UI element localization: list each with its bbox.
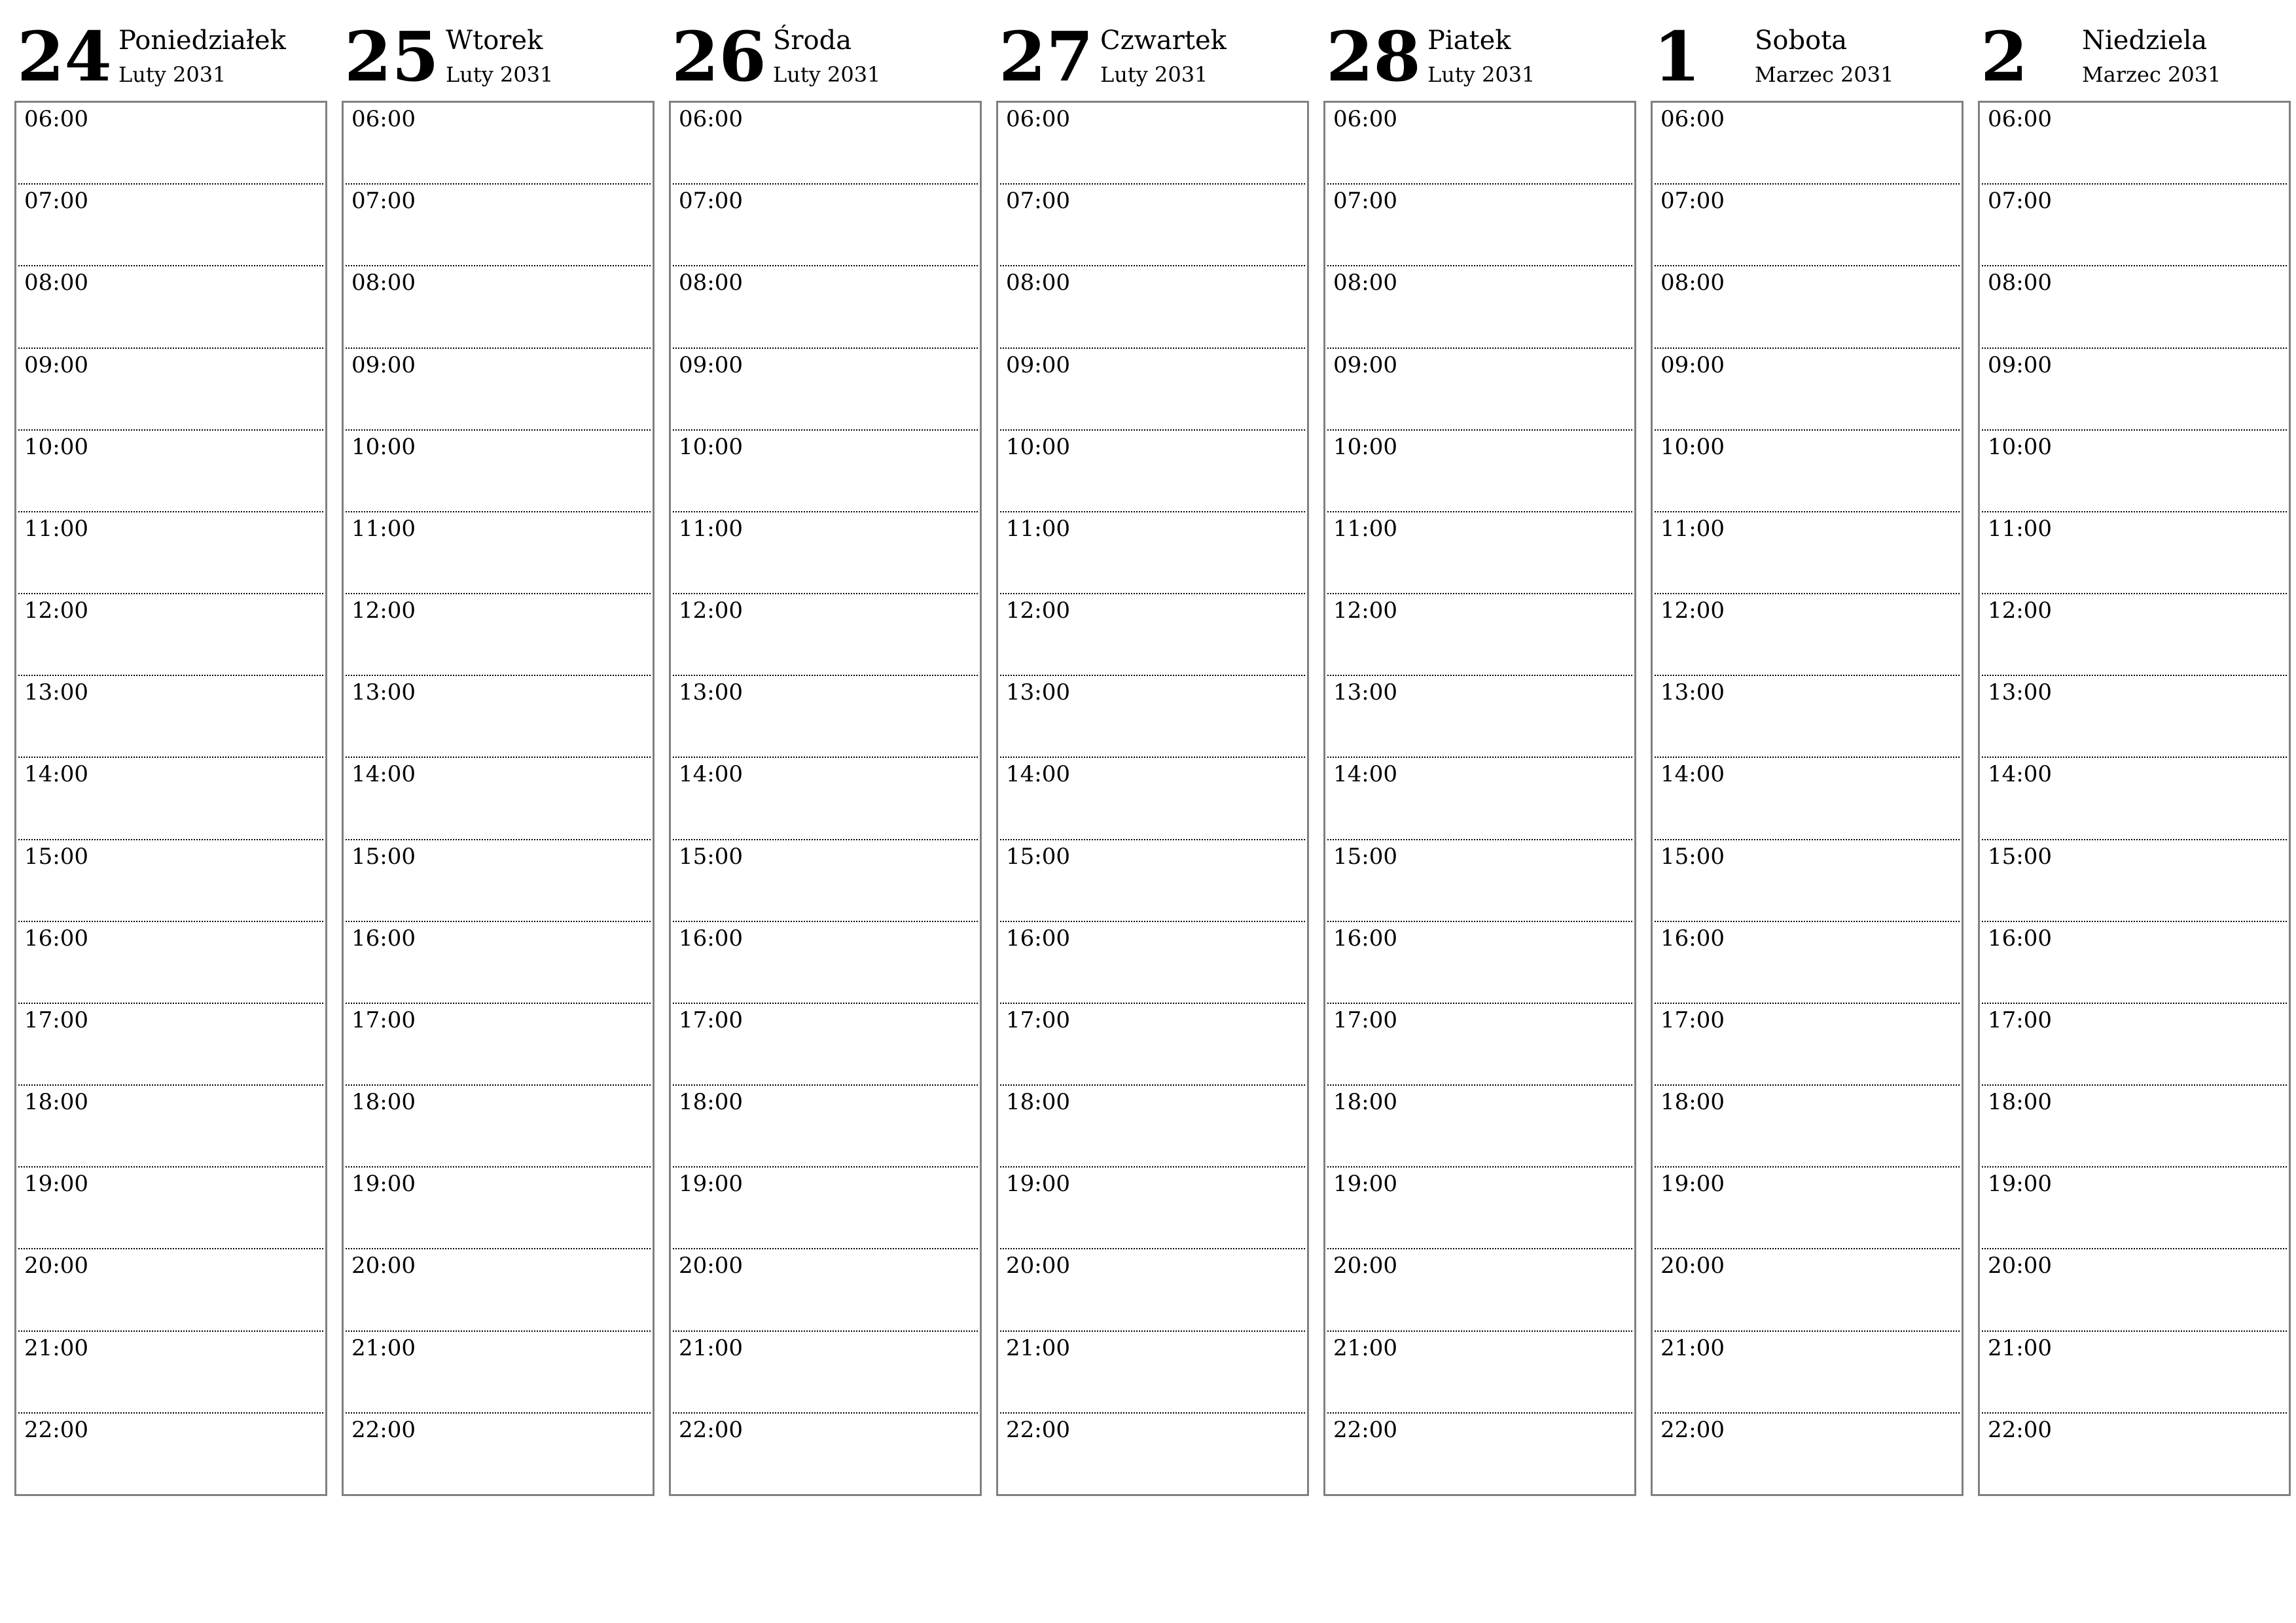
hour-slot[interactable] <box>1327 1168 1632 1249</box>
hour-slot[interactable] <box>18 266 323 348</box>
hour-slot[interactable] <box>673 1086 978 1168</box>
day-column <box>1323 0 1636 1505</box>
hour-label: 21:00 <box>351 1334 416 1361</box>
hour-label: 22:00 <box>1333 1416 1397 1443</box>
hour-slot[interactable] <box>18 103 323 185</box>
hour-slot[interactable] <box>673 1004 978 1086</box>
hour-slot[interactable] <box>346 185 651 266</box>
hour-slot[interactable] <box>1655 1004 1960 1086</box>
hour-label: 15:00 <box>1006 843 1070 870</box>
hour-slot[interactable] <box>18 922 323 1004</box>
hour-slot[interactable] <box>1982 1249 2287 1331</box>
hour-label: 07:00 <box>679 188 743 215</box>
hour-label: 11:00 <box>351 515 416 542</box>
hour-label: 07:00 <box>24 188 88 215</box>
hour-label: 15:00 <box>679 843 743 870</box>
hour-slot[interactable] <box>18 1249 323 1331</box>
day-header <box>669 0 982 101</box>
hour-slot[interactable] <box>1327 1414 1632 1494</box>
hour-label: 14:00 <box>351 761 416 788</box>
hour-slot[interactable] <box>1327 185 1632 266</box>
hour-label: 17:00 <box>679 1007 743 1033</box>
hour-slot[interactable] <box>1000 1332 1305 1414</box>
hour-label: 22:00 <box>351 1416 416 1443</box>
hour-slot[interactable] <box>1982 1168 2287 1249</box>
hour-slot[interactable] <box>673 431 978 512</box>
hour-slot[interactable] <box>1655 103 1960 185</box>
day-number: 28 <box>1326 16 1421 97</box>
hour-label: 09:00 <box>24 351 88 378</box>
hour-slot[interactable] <box>673 349 978 431</box>
hour-slot[interactable] <box>1000 922 1305 1004</box>
hour-slot[interactable] <box>18 1414 323 1494</box>
hour-slot[interactable] <box>1655 922 1960 1004</box>
hour-label: 13:00 <box>24 679 88 706</box>
hour-slot[interactable] <box>1982 349 2287 431</box>
hour-slot[interactable] <box>673 1168 978 1249</box>
hour-slot[interactable] <box>18 349 323 431</box>
hour-label: 20:00 <box>351 1253 416 1279</box>
hour-label: 17:00 <box>351 1007 416 1033</box>
hour-slot[interactable] <box>346 431 651 512</box>
hour-slot[interactable] <box>346 758 651 840</box>
hour-slot[interactable] <box>1655 840 1960 922</box>
hour-slot[interactable] <box>673 1249 978 1331</box>
day-number: 24 <box>17 16 112 97</box>
hour-slot[interactable] <box>346 1332 651 1414</box>
day-column <box>996 0 1309 1505</box>
hour-label: 20:00 <box>1333 1253 1397 1279</box>
hour-label: 18:00 <box>1988 1089 2052 1116</box>
hour-label: 16:00 <box>1988 925 2052 952</box>
hour-label: 20:00 <box>24 1253 88 1279</box>
hour-label: 14:00 <box>1333 761 1397 788</box>
hour-slot[interactable] <box>1655 1249 1960 1331</box>
hour-slot[interactable] <box>346 1168 651 1249</box>
hour-slot[interactable] <box>346 1249 651 1331</box>
day-number: 25 <box>344 16 439 97</box>
hour-slot[interactable] <box>673 840 978 922</box>
hour-label: 14:00 <box>679 761 743 788</box>
hour-label: 18:00 <box>351 1089 416 1116</box>
hour-label: 19:00 <box>351 1171 416 1198</box>
hour-label: 08:00 <box>679 270 743 296</box>
hour-slot[interactable] <box>1000 431 1305 512</box>
hour-slot[interactable] <box>1327 1332 1632 1414</box>
hour-slot[interactable] <box>1000 266 1305 348</box>
hour-slot[interactable] <box>18 1332 323 1414</box>
hour-slot[interactable] <box>1982 103 2287 185</box>
hour-slot[interactable] <box>1655 349 1960 431</box>
hour-slot[interactable] <box>346 512 651 594</box>
hour-label: 19:00 <box>24 1171 88 1198</box>
day-schedule-box <box>669 101 982 1496</box>
hour-label: 14:00 <box>24 761 88 788</box>
hour-slot[interactable] <box>1655 676 1960 758</box>
hour-slot[interactable] <box>1655 1168 1960 1249</box>
hour-label: 20:00 <box>1006 1253 1070 1279</box>
hour-slot[interactable] <box>18 758 323 840</box>
hour-slot[interactable] <box>18 185 323 266</box>
hour-label: 06:00 <box>1660 106 1725 132</box>
hour-slot[interactable] <box>1000 1004 1305 1086</box>
day-name: Czwartek <box>1100 26 1227 56</box>
hour-slot[interactable] <box>1000 185 1305 266</box>
hour-label: 12:00 <box>1006 597 1070 624</box>
day-schedule-box <box>1651 101 1964 1496</box>
hour-label: 15:00 <box>1333 843 1397 870</box>
hour-label: 10:00 <box>351 433 416 460</box>
hour-label: 22:00 <box>1988 1416 2052 1443</box>
hour-slot[interactable] <box>1982 840 2287 922</box>
hour-label: 18:00 <box>24 1089 88 1116</box>
hour-label: 07:00 <box>1988 188 2052 215</box>
hour-slot[interactable] <box>346 103 651 185</box>
hour-slot[interactable] <box>1982 1086 2287 1168</box>
hour-slot[interactable] <box>346 1414 651 1494</box>
day-name: Poniedziałek <box>118 26 286 56</box>
hour-slot[interactable] <box>1655 266 1960 348</box>
day-name: Wtorek <box>446 26 543 56</box>
hour-slot[interactable] <box>1000 1168 1305 1249</box>
hour-slot[interactable] <box>18 840 323 922</box>
hour-label: 21:00 <box>24 1334 88 1361</box>
hour-label: 21:00 <box>1660 1334 1725 1361</box>
day-column <box>14 0 327 1505</box>
hour-label: 20:00 <box>679 1253 743 1279</box>
hour-slot[interactable] <box>673 758 978 840</box>
hour-label: 09:00 <box>679 351 743 378</box>
day-header <box>14 0 327 101</box>
hour-label: 19:00 <box>1988 1171 2052 1198</box>
hour-slot[interactable] <box>1327 266 1632 348</box>
day-schedule-box <box>1323 101 1636 1496</box>
hour-slot[interactable] <box>1655 185 1960 266</box>
hour-label: 06:00 <box>679 106 743 132</box>
day-column <box>1978 0 2291 1505</box>
hour-slot[interactable] <box>1655 758 1960 840</box>
hour-slot[interactable] <box>673 512 978 594</box>
hour-label: 13:00 <box>1988 679 2052 706</box>
hour-label: 18:00 <box>679 1089 743 1116</box>
hour-label: 08:00 <box>24 270 88 296</box>
hour-label: 22:00 <box>1660 1416 1725 1443</box>
hour-slot[interactable] <box>1327 1004 1632 1086</box>
hour-label: 13:00 <box>1333 679 1397 706</box>
hour-label: 18:00 <box>1660 1089 1725 1116</box>
hour-label: 08:00 <box>1660 270 1725 296</box>
day-name: Środa <box>773 26 852 56</box>
hour-label: 15:00 <box>1660 843 1725 870</box>
hour-slot[interactable] <box>1655 512 1960 594</box>
hour-label: 09:00 <box>351 351 416 378</box>
hour-slot[interactable] <box>346 266 651 348</box>
hour-slot[interactable] <box>1982 1332 2287 1414</box>
hour-label: 11:00 <box>24 515 88 542</box>
hour-slot[interactable] <box>1000 1414 1305 1494</box>
hour-label: 14:00 <box>1660 761 1725 788</box>
hour-slot[interactable] <box>346 349 651 431</box>
hour-slot[interactable] <box>1655 594 1960 676</box>
day-header <box>1323 0 1636 101</box>
hour-slot[interactable] <box>346 676 651 758</box>
hour-label: 12:00 <box>1660 597 1725 624</box>
hour-slot[interactable] <box>673 676 978 758</box>
hour-slot[interactable] <box>1327 758 1632 840</box>
day-name: Sobota <box>1755 26 1848 56</box>
day-header <box>1651 0 1964 101</box>
hour-slot[interactable] <box>346 1086 651 1168</box>
hour-label: 12:00 <box>1333 597 1397 624</box>
hour-label: 06:00 <box>351 106 416 132</box>
hour-slot[interactable] <box>1327 431 1632 512</box>
hour-label: 12:00 <box>351 597 416 624</box>
hour-slot[interactable] <box>346 594 651 676</box>
day-schedule-box <box>1978 101 2291 1496</box>
day-month: Marzec 2031 <box>2082 62 2221 87</box>
hour-slot[interactable] <box>346 840 651 922</box>
hour-slot[interactable] <box>1000 1249 1305 1331</box>
hour-slot[interactable] <box>1327 512 1632 594</box>
hour-slot[interactable] <box>1000 1086 1305 1168</box>
hour-label: 09:00 <box>1333 351 1397 378</box>
hour-slot[interactable] <box>1982 594 2287 676</box>
hour-label: 13:00 <box>1660 679 1725 706</box>
hour-slot[interactable] <box>1982 758 2287 840</box>
hour-slot[interactable] <box>1982 1004 2287 1086</box>
hour-slot[interactable] <box>1000 103 1305 185</box>
hour-slot[interactable] <box>1000 594 1305 676</box>
day-number: 2 <box>1981 16 2028 97</box>
hour-label: 20:00 <box>1988 1253 2052 1279</box>
hour-slot[interactable] <box>1327 676 1632 758</box>
hour-label: 11:00 <box>679 515 743 542</box>
day-number: 26 <box>672 16 766 97</box>
hour-slot[interactable] <box>1327 349 1632 431</box>
hour-label: 22:00 <box>24 1416 88 1443</box>
hour-label: 07:00 <box>1006 188 1070 215</box>
hour-slot[interactable] <box>1655 431 1960 512</box>
day-month: Luty 2031 <box>446 62 554 87</box>
hour-label: 13:00 <box>1006 679 1070 706</box>
hour-slot[interactable] <box>673 1332 978 1414</box>
hour-label: 22:00 <box>1006 1416 1070 1443</box>
hour-slot[interactable] <box>346 922 651 1004</box>
hour-label: 21:00 <box>1333 1334 1397 1361</box>
hour-slot[interactable] <box>1982 1414 2287 1494</box>
hour-label: 08:00 <box>1333 270 1397 296</box>
hour-label: 16:00 <box>24 925 88 952</box>
weekly-planner <box>14 0 2286 1505</box>
hour-label: 06:00 <box>24 106 88 132</box>
hour-label: 15:00 <box>1988 843 2052 870</box>
hour-slot[interactable] <box>18 1168 323 1249</box>
hour-label: 22:00 <box>679 1416 743 1443</box>
day-number: 1 <box>1653 16 1701 97</box>
hour-slot[interactable] <box>1982 922 2287 1004</box>
hour-label: 08:00 <box>351 270 416 296</box>
hour-label: 10:00 <box>24 433 88 460</box>
hour-slot[interactable] <box>346 1004 651 1086</box>
hour-label: 06:00 <box>1006 106 1070 132</box>
hour-label: 10:00 <box>1988 433 2052 460</box>
hour-slot[interactable] <box>1982 676 2287 758</box>
hour-slot[interactable] <box>1982 512 2287 594</box>
hour-slot[interactable] <box>1000 512 1305 594</box>
hour-label: 12:00 <box>24 597 88 624</box>
day-column <box>342 0 655 1505</box>
hour-slot[interactable] <box>1000 840 1305 922</box>
day-month: Luty 2031 <box>1100 62 1208 87</box>
hour-label: 16:00 <box>679 925 743 952</box>
hour-slot[interactable] <box>18 1004 323 1086</box>
hour-slot[interactable] <box>18 676 323 758</box>
day-column <box>1651 0 1964 1505</box>
day-month: Luty 2031 <box>118 62 226 87</box>
hour-slot[interactable] <box>1982 266 2287 348</box>
hour-label: 21:00 <box>1006 1334 1070 1361</box>
day-name: Niedziela <box>2082 26 2208 56</box>
hour-label: 09:00 <box>1660 351 1725 378</box>
hour-slot[interactable] <box>1655 1332 1960 1414</box>
hour-label: 08:00 <box>1988 270 2052 296</box>
hour-slot[interactable] <box>18 431 323 512</box>
hour-slot[interactable] <box>673 185 978 266</box>
hour-label: 17:00 <box>1333 1007 1397 1033</box>
hour-label: 10:00 <box>1333 433 1397 460</box>
hour-label: 15:00 <box>24 843 88 870</box>
hour-slot[interactable] <box>1327 103 1632 185</box>
hour-label: 16:00 <box>351 925 416 952</box>
hour-slot[interactable] <box>1327 922 1632 1004</box>
hour-slot[interactable] <box>1655 1414 1960 1494</box>
hour-label: 08:00 <box>1006 270 1070 296</box>
hour-label: 11:00 <box>1660 515 1725 542</box>
hour-slot[interactable] <box>1327 840 1632 922</box>
hour-slot[interactable] <box>1327 1086 1632 1168</box>
hour-slot[interactable] <box>1000 676 1305 758</box>
hour-label: 19:00 <box>1660 1171 1725 1198</box>
hour-label: 15:00 <box>351 843 416 870</box>
hour-slot[interactable] <box>1982 185 2287 266</box>
hour-slot[interactable] <box>18 594 323 676</box>
hour-slot[interactable] <box>673 1414 978 1494</box>
hour-label: 07:00 <box>1660 188 1725 215</box>
day-header <box>1978 0 2291 101</box>
hour-label: 17:00 <box>1006 1007 1070 1033</box>
day-number: 27 <box>999 16 1094 97</box>
hour-slot[interactable] <box>673 594 978 676</box>
hour-label: 10:00 <box>679 433 743 460</box>
hour-label: 10:00 <box>1006 433 1070 460</box>
hour-label: 18:00 <box>1006 1089 1070 1116</box>
day-column <box>669 0 982 1505</box>
day-header <box>996 0 1309 101</box>
hour-label: 14:00 <box>1006 761 1070 788</box>
hour-slot[interactable] <box>1327 594 1632 676</box>
hour-label: 13:00 <box>679 679 743 706</box>
hour-label: 21:00 <box>679 1334 743 1361</box>
day-schedule-box <box>14 101 327 1496</box>
hour-slot[interactable] <box>673 922 978 1004</box>
hour-label: 19:00 <box>679 1171 743 1198</box>
hour-label: 17:00 <box>24 1007 88 1033</box>
hour-label: 11:00 <box>1006 515 1070 542</box>
hour-label: 21:00 <box>1988 1334 2052 1361</box>
day-month: Luty 2031 <box>773 62 881 87</box>
hour-label: 16:00 <box>1660 925 1725 952</box>
hour-slot[interactable] <box>1655 1086 1960 1168</box>
day-name: Piatek <box>1427 26 1511 56</box>
day-schedule-box <box>996 101 1309 1496</box>
hour-label: 06:00 <box>1988 106 2052 132</box>
hour-label: 13:00 <box>351 679 416 706</box>
hour-label: 18:00 <box>1333 1089 1397 1116</box>
hour-label: 14:00 <box>1988 761 2052 788</box>
hour-label: 06:00 <box>1333 106 1397 132</box>
hour-label: 17:00 <box>1988 1007 2052 1033</box>
hour-slot[interactable] <box>18 512 323 594</box>
hour-slot[interactable] <box>673 266 978 348</box>
day-schedule-box <box>342 101 655 1496</box>
day-month: Luty 2031 <box>1427 62 1535 87</box>
day-month: Marzec 2031 <box>1755 62 1894 87</box>
hour-label: 07:00 <box>351 188 416 215</box>
hour-label: 16:00 <box>1333 925 1397 952</box>
hour-label: 12:00 <box>679 597 743 624</box>
hour-slot[interactable] <box>673 103 978 185</box>
hour-slot[interactable] <box>1327 1249 1632 1331</box>
hour-label: 11:00 <box>1333 515 1397 542</box>
hour-label: 19:00 <box>1333 1171 1397 1198</box>
hour-slot[interactable] <box>1982 431 2287 512</box>
hour-label: 17:00 <box>1660 1007 1725 1033</box>
hour-label: 10:00 <box>1660 433 1725 460</box>
hour-slot[interactable] <box>18 1086 323 1168</box>
hour-slot[interactable] <box>1000 349 1305 431</box>
hour-label: 09:00 <box>1988 351 2052 378</box>
hour-label: 19:00 <box>1006 1171 1070 1198</box>
hour-label: 07:00 <box>1333 188 1397 215</box>
hour-label: 20:00 <box>1660 1253 1725 1279</box>
hour-label: 16:00 <box>1006 925 1070 952</box>
hour-label: 12:00 <box>1988 597 2052 624</box>
day-header <box>342 0 655 101</box>
hour-label: 11:00 <box>1988 515 2052 542</box>
hour-label: 09:00 <box>1006 351 1070 378</box>
hour-slot[interactable] <box>1000 758 1305 840</box>
